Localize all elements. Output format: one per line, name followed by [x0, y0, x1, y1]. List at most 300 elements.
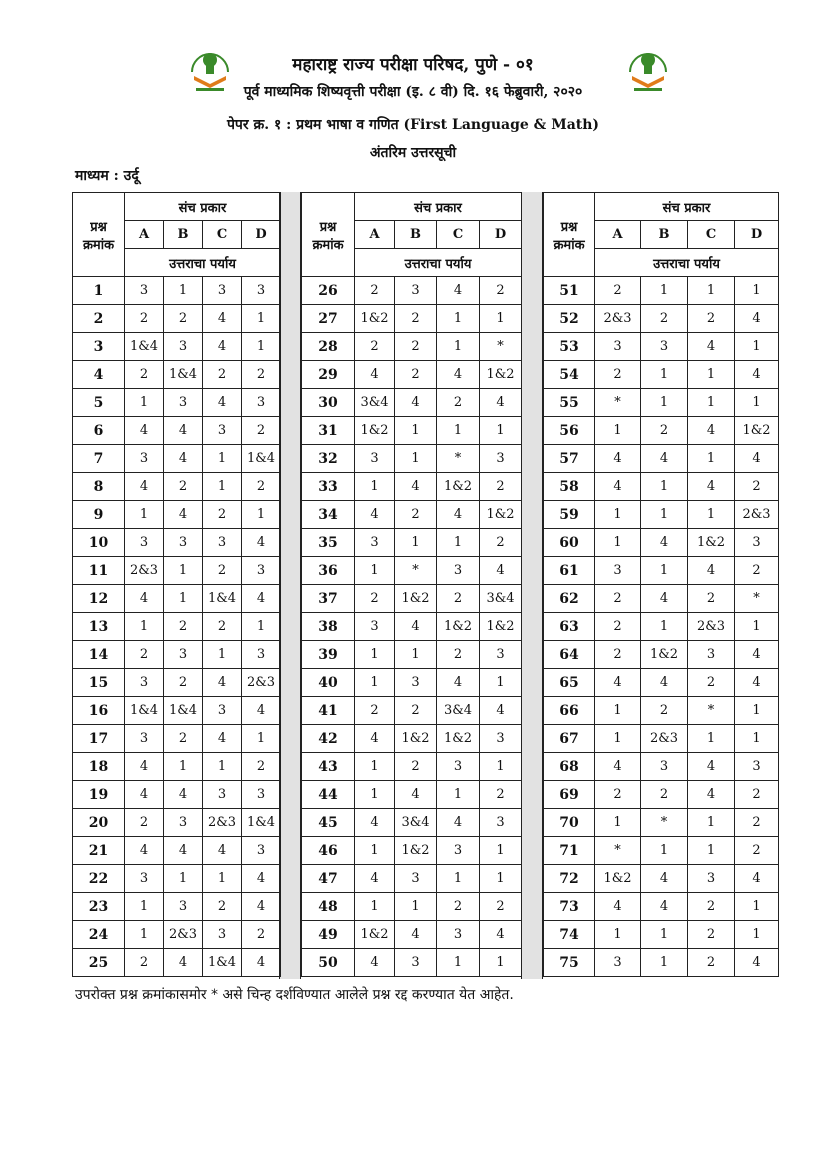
- answer-cell: 4: [595, 893, 641, 921]
- answer-cell: 3: [480, 445, 522, 473]
- question-number-header: [302, 193, 355, 277]
- answer-cell: 2&3: [242, 669, 281, 697]
- answer-cell: 4: [164, 445, 203, 473]
- answer-cell: 4: [688, 781, 735, 809]
- answer-cell: 1: [595, 921, 641, 949]
- answer-cell: 3: [355, 613, 395, 641]
- answer-cell: 1&2: [437, 613, 480, 641]
- answer-cell: 2: [735, 781, 779, 809]
- table-row: [73, 361, 281, 389]
- table-row: [302, 557, 522, 585]
- answer-cell: *: [641, 809, 688, 837]
- answer-cell: 4: [437, 809, 480, 837]
- answer-cell: 4: [125, 837, 164, 865]
- table-row: [73, 501, 281, 529]
- answer-cell: 1: [641, 837, 688, 865]
- answer-cell: 1: [437, 333, 480, 361]
- question-number: 60: [544, 529, 595, 557]
- answer-cell: 4: [164, 781, 203, 809]
- question-number: 72: [544, 865, 595, 893]
- answer-cell: 4: [437, 669, 480, 697]
- question-number: 10: [73, 529, 125, 557]
- question-number: 37: [302, 585, 355, 613]
- answer-cell: 1: [125, 389, 164, 417]
- answer-cell: 2: [125, 809, 164, 837]
- table-row: [302, 781, 522, 809]
- table-row: [302, 305, 522, 333]
- answer-cell: 1: [437, 781, 480, 809]
- answer-cell: 1: [355, 753, 395, 781]
- answer-cell: *: [395, 557, 437, 585]
- answer-cell: 3: [125, 277, 164, 305]
- answer-cell: 4: [641, 669, 688, 697]
- answer-cell: 2: [242, 921, 281, 949]
- answer-cell: 2: [164, 669, 203, 697]
- medium-label: माध्यम : उर्दू: [75, 168, 139, 184]
- question-number: 48: [302, 893, 355, 921]
- answer-cell: 1: [688, 725, 735, 753]
- set-type-header: संच प्रकार: [125, 193, 281, 221]
- answer-cell: 1: [595, 697, 641, 725]
- answer-cell: 1: [641, 501, 688, 529]
- answer-cell: 4: [125, 753, 164, 781]
- question-header-line2: क्रमांक: [553, 237, 585, 253]
- answer-cell: 1: [164, 277, 203, 305]
- answer-cell: 1: [395, 529, 437, 557]
- answer-cell: 4: [125, 585, 164, 613]
- answer-cell: 4: [437, 277, 480, 305]
- answer-cell: 4: [735, 361, 779, 389]
- answer-cell: 1&4: [164, 361, 203, 389]
- answer-cell: 2: [242, 417, 281, 445]
- answer-cell: 4: [355, 725, 395, 753]
- answer-cell: 4: [735, 641, 779, 669]
- question-number: 53: [544, 333, 595, 361]
- table-row: [73, 809, 281, 837]
- answer-cell: 4: [355, 949, 395, 977]
- table-row: [544, 669, 779, 697]
- document-title: अंतरिम उत्तरसूची: [369, 145, 457, 161]
- question-number: 44: [302, 781, 355, 809]
- answer-cell: 1: [242, 333, 281, 361]
- answer-cell: 1: [735, 725, 779, 753]
- table-row: [73, 333, 281, 361]
- answer-cell: 1: [164, 753, 203, 781]
- answer-cell: 1: [688, 501, 735, 529]
- question-number: 9: [73, 501, 125, 529]
- answer-cell: 3: [242, 557, 281, 585]
- answer-cell: 3&4: [355, 389, 395, 417]
- question-number: 22: [73, 865, 125, 893]
- question-number: 57: [544, 445, 595, 473]
- answer-cell: 1&4: [242, 445, 281, 473]
- answer-cell: 3: [641, 753, 688, 781]
- answer-cell: 3: [595, 557, 641, 585]
- question-number: 18: [73, 753, 125, 781]
- answer-cell: *: [595, 389, 641, 417]
- answer-cell: 1&2: [480, 501, 522, 529]
- answer-cell: 2: [203, 361, 242, 389]
- answer-cell: *: [595, 837, 641, 865]
- answer-cell: 4: [480, 921, 522, 949]
- question-header-line1: प्रश्न: [560, 219, 578, 235]
- table-row: [302, 669, 522, 697]
- exam-title: पूर्व माध्यमिक शिष्यवृत्ती परीक्षा (इ. ८ वी) दि. १६ फेब्रुवारी, २०२०: [243, 84, 583, 100]
- answer-cell: 4: [735, 305, 779, 333]
- answer-cell: 2: [641, 417, 688, 445]
- answer-cell: 2: [203, 893, 242, 921]
- question-number: 17: [73, 725, 125, 753]
- table-row: [302, 949, 522, 977]
- table-row: [73, 445, 281, 473]
- answer-cell: 2: [641, 781, 688, 809]
- table-row: [544, 949, 779, 977]
- answer-cell: 4: [203, 837, 242, 865]
- question-number: 49: [302, 921, 355, 949]
- answer-cell: 2: [164, 613, 203, 641]
- set-a-header: A: [125, 221, 164, 249]
- answer-cell: 4: [595, 473, 641, 501]
- table-row: [544, 557, 779, 585]
- answer-cell: 1: [641, 389, 688, 417]
- answer-cell: 2: [395, 501, 437, 529]
- question-number: 15: [73, 669, 125, 697]
- answer-cell: 4: [595, 445, 641, 473]
- answer-cell: 1: [395, 641, 437, 669]
- answer-cell: 4: [395, 613, 437, 641]
- question-number-header: [544, 193, 595, 277]
- question-number: 33: [302, 473, 355, 501]
- answer-cell: *: [735, 585, 779, 613]
- answer-cell: 3: [164, 641, 203, 669]
- answer-cell: 4: [164, 417, 203, 445]
- answer-cell: 1: [125, 501, 164, 529]
- question-number: 64: [544, 641, 595, 669]
- question-number: 20: [73, 809, 125, 837]
- answer-cell: 2&3: [595, 305, 641, 333]
- answer-cell: 2: [688, 669, 735, 697]
- question-number: 19: [73, 781, 125, 809]
- answer-cell: 4: [242, 949, 281, 977]
- question-number: 25: [73, 949, 125, 977]
- set-a-header: A: [355, 221, 395, 249]
- answer-cell: 2: [735, 557, 779, 585]
- answer-cell: 2: [480, 277, 522, 305]
- answer-cell: 2: [688, 893, 735, 921]
- set-d-header: D: [242, 221, 281, 249]
- answer-cell: 1: [355, 473, 395, 501]
- answer-cell: 1: [164, 865, 203, 893]
- set-b-header: B: [164, 221, 203, 249]
- answer-cell: 1: [242, 725, 281, 753]
- answer-cell: 4: [242, 697, 281, 725]
- answer-cell: 1: [355, 557, 395, 585]
- answer-cell: 2: [641, 305, 688, 333]
- table-row: [544, 305, 779, 333]
- answer-cell: 4: [164, 501, 203, 529]
- table-row: [544, 333, 779, 361]
- block-separator: [279, 192, 301, 979]
- answer-cell: 4: [688, 753, 735, 781]
- answer-cell: 1&4: [203, 585, 242, 613]
- question-number: 31: [302, 417, 355, 445]
- answer-cell: 1: [355, 641, 395, 669]
- table-row: [544, 893, 779, 921]
- answer-cell: 4: [242, 585, 281, 613]
- answer-cell: 2: [125, 305, 164, 333]
- answer-cell: 3: [164, 809, 203, 837]
- answer-cell: 3: [203, 529, 242, 557]
- answer-cell: 1: [735, 333, 779, 361]
- answer-cell: *: [688, 697, 735, 725]
- answer-cell: 1&4: [125, 697, 164, 725]
- answer-cell: 3: [164, 893, 203, 921]
- answer-cell: 3: [480, 641, 522, 669]
- answer-cell: 4: [355, 501, 395, 529]
- answer-cell: 1: [203, 865, 242, 893]
- answer-cell: 3: [242, 277, 281, 305]
- answer-cell: 3: [437, 753, 480, 781]
- question-number: 12: [73, 585, 125, 613]
- table-row: [73, 865, 281, 893]
- answer-block-3: [543, 192, 779, 977]
- question-number: 21: [73, 837, 125, 865]
- set-type-header: संच प्रकार: [355, 193, 522, 221]
- question-number: 59: [544, 501, 595, 529]
- answer-cell: 3: [164, 529, 203, 557]
- table-row: [73, 669, 281, 697]
- answer-cell: 3: [480, 725, 522, 753]
- answer-cell: 4: [735, 949, 779, 977]
- table-row: [302, 529, 522, 557]
- answer-cell: 2: [688, 305, 735, 333]
- table-row: [302, 389, 522, 417]
- answer-cell: 1: [437, 865, 480, 893]
- table-row: [302, 753, 522, 781]
- answer-cell: 2: [395, 333, 437, 361]
- set-type-header: संच प्रकार: [595, 193, 779, 221]
- table-row: [73, 277, 281, 305]
- table-row: [544, 529, 779, 557]
- table-row: [73, 837, 281, 865]
- answer-cell: 1: [688, 361, 735, 389]
- table-row: [302, 697, 522, 725]
- answer-cell: 3: [203, 697, 242, 725]
- answer-cell: 2: [395, 361, 437, 389]
- set-d-header: D: [735, 221, 779, 249]
- answer-cell: 1&4: [203, 949, 242, 977]
- answer-cell: 1: [641, 949, 688, 977]
- answer-cell: 1: [437, 529, 480, 557]
- answer-cell: 1&2: [355, 305, 395, 333]
- question-number: 65: [544, 669, 595, 697]
- answer-cell: 3: [355, 529, 395, 557]
- question-header-line2: क्रमांक: [82, 237, 115, 253]
- answer-cell: 2: [395, 305, 437, 333]
- question-number: 58: [544, 473, 595, 501]
- answer-cell: 2&3: [735, 501, 779, 529]
- question-number: 5: [73, 389, 125, 417]
- answer-cell: 1: [735, 893, 779, 921]
- table-row: [73, 557, 281, 585]
- table-row: [544, 613, 779, 641]
- answer-cell: 1: [595, 725, 641, 753]
- answer-cell: 2: [164, 473, 203, 501]
- answer-cell: 4: [203, 669, 242, 697]
- answer-cell: 4: [395, 921, 437, 949]
- answer-cell: 3&4: [480, 585, 522, 613]
- question-number: 32: [302, 445, 355, 473]
- question-number: 39: [302, 641, 355, 669]
- answer-cell: 3: [395, 865, 437, 893]
- question-number: 24: [73, 921, 125, 949]
- table-row: [544, 697, 779, 725]
- answer-cell: 3: [203, 417, 242, 445]
- answer-cell: 4: [355, 361, 395, 389]
- question-number: 40: [302, 669, 355, 697]
- answer-cell: 1: [641, 277, 688, 305]
- question-number: 52: [544, 305, 595, 333]
- question-number: 14: [73, 641, 125, 669]
- answer-cell: 3: [125, 529, 164, 557]
- answer-cell: 3: [395, 277, 437, 305]
- table-row: [544, 865, 779, 893]
- answer-cell: 1: [355, 669, 395, 697]
- answer-cell: 3: [355, 445, 395, 473]
- answer-cell: 1&2: [595, 865, 641, 893]
- answer-cell: *: [480, 333, 522, 361]
- answer-cell: 2: [242, 753, 281, 781]
- answer-cell: 2: [595, 277, 641, 305]
- question-number: 43: [302, 753, 355, 781]
- question-number: 2: [73, 305, 125, 333]
- table-row: [73, 473, 281, 501]
- question-number: 56: [544, 417, 595, 445]
- table-row: [302, 641, 522, 669]
- question-number: 23: [73, 893, 125, 921]
- table-row: [302, 865, 522, 893]
- answer-cell: 1: [203, 445, 242, 473]
- question-number: 71: [544, 837, 595, 865]
- answer-cell: 2&3: [688, 613, 735, 641]
- answer-cell: 3: [395, 669, 437, 697]
- answer-cell: 4: [203, 725, 242, 753]
- answer-cell: 1: [688, 389, 735, 417]
- table-row: [73, 753, 281, 781]
- answer-option-header: उत्तराचा पर्याय: [595, 249, 779, 277]
- answer-cell: 1: [735, 613, 779, 641]
- table-row: [73, 585, 281, 613]
- answer-cell: 1&2: [641, 641, 688, 669]
- answer-cell: 1: [125, 921, 164, 949]
- question-number: 70: [544, 809, 595, 837]
- answer-cell: *: [437, 445, 480, 473]
- answer-cell: 4: [688, 557, 735, 585]
- answer-cell: 4: [595, 753, 641, 781]
- table-row: [73, 529, 281, 557]
- answer-cell: 1: [480, 305, 522, 333]
- answer-cell: 2: [437, 893, 480, 921]
- answer-cell: 3: [437, 837, 480, 865]
- table-row: [73, 949, 281, 977]
- question-number: 67: [544, 725, 595, 753]
- table-row: [544, 809, 779, 837]
- table-row: [302, 333, 522, 361]
- answer-cell: 2: [203, 501, 242, 529]
- table-row: [302, 277, 522, 305]
- answer-cell: 2: [242, 361, 281, 389]
- answer-cell: 4: [355, 809, 395, 837]
- answer-cell: 2: [125, 361, 164, 389]
- answer-cell: 2: [164, 725, 203, 753]
- answer-cell: 4: [688, 333, 735, 361]
- answer-cell: 1: [735, 921, 779, 949]
- answer-cell: 2: [437, 641, 480, 669]
- answer-cell: 1: [641, 361, 688, 389]
- question-number: 16: [73, 697, 125, 725]
- answer-cell: 2: [242, 473, 281, 501]
- answer-cell: 4: [641, 865, 688, 893]
- table-row: [73, 417, 281, 445]
- answer-cell: 1: [437, 949, 480, 977]
- answer-cell: 3&4: [437, 697, 480, 725]
- answer-cell: 2: [355, 333, 395, 361]
- answer-cell: 3: [395, 949, 437, 977]
- question-number: 30: [302, 389, 355, 417]
- answer-cell: 1: [203, 753, 242, 781]
- question-number: 69: [544, 781, 595, 809]
- answer-cell: 1: [437, 417, 480, 445]
- org-title: महाराष्ट्र राज्य परीक्षा परिषद, पुणे - ०१: [292, 55, 534, 75]
- answer-cell: 4: [480, 697, 522, 725]
- answer-cell: 2: [688, 585, 735, 613]
- answer-cell: 2: [688, 921, 735, 949]
- answer-cell: 3: [688, 641, 735, 669]
- answer-cell: 2: [355, 697, 395, 725]
- answer-cell: 4: [242, 529, 281, 557]
- answer-cell: 4: [125, 473, 164, 501]
- answer-cell: 4: [641, 529, 688, 557]
- table-row: [73, 389, 281, 417]
- table-row: [302, 809, 522, 837]
- table-row: [302, 501, 522, 529]
- answer-cell: 1&2: [395, 725, 437, 753]
- table-row: [544, 389, 779, 417]
- table-row: [544, 585, 779, 613]
- answer-cell: 4: [395, 473, 437, 501]
- answer-cell: 1: [595, 501, 641, 529]
- question-number: 36: [302, 557, 355, 585]
- footnote: उपरोक्त प्रश्न क्रमांकासमोर * असे चिन्ह दर्शविण्यात आलेले प्रश्न रद्द करण्यात येत आहेत.: [75, 987, 514, 1003]
- answer-cell: 3: [735, 753, 779, 781]
- answer-cell: 2: [595, 585, 641, 613]
- set-b-header: B: [641, 221, 688, 249]
- answer-cell: 2: [355, 585, 395, 613]
- table-row: [544, 921, 779, 949]
- answer-cell: 1: [595, 417, 641, 445]
- question-number: 47: [302, 865, 355, 893]
- answer-cell: 1&4: [164, 697, 203, 725]
- question-header-line1: प्रश्न: [90, 219, 107, 235]
- question-number: 4: [73, 361, 125, 389]
- answer-cell: 3: [242, 781, 281, 809]
- answer-cell: 1: [242, 501, 281, 529]
- question-number: 55: [544, 389, 595, 417]
- answer-cell: 1: [355, 837, 395, 865]
- question-number: 66: [544, 697, 595, 725]
- answer-cell: 3: [688, 865, 735, 893]
- answer-cell: 2: [437, 585, 480, 613]
